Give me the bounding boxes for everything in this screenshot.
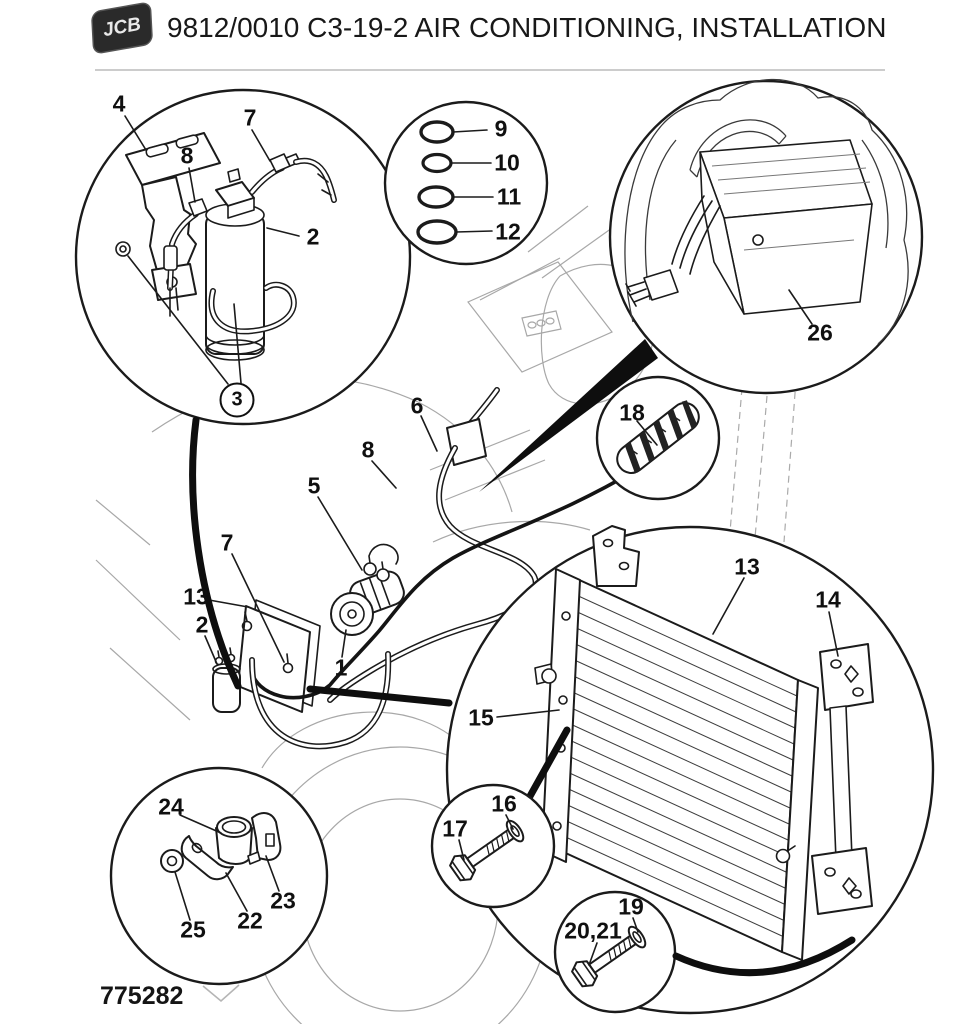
- callout-7-main: 7: [220, 529, 234, 556]
- callout-14: 14: [815, 586, 841, 613]
- main-leader-lines: [205, 416, 437, 664]
- callout-9: 9: [494, 115, 508, 142]
- callout-23: 23: [270, 887, 296, 914]
- callout-4: 4: [112, 90, 126, 117]
- chevron-mark: [203, 985, 239, 1001]
- figure-number: 775282: [100, 982, 184, 1010]
- callout-18: 18: [619, 399, 645, 426]
- callout-13-main: 13: [183, 583, 209, 610]
- grommet-25: [161, 850, 183, 872]
- callout-5: 5: [307, 472, 321, 499]
- page-title: 9812/0010 C3-19-2 AIR CONDITIONING, INSTALLATION: [167, 12, 887, 43]
- callout-2-main: 2: [195, 611, 209, 638]
- inset-cab-roof: [610, 79, 922, 393]
- callout-25: 25: [180, 916, 206, 943]
- inset-pipe-clamp: [111, 768, 327, 984]
- callout-24: 24: [158, 793, 184, 820]
- callout-26: 26: [807, 319, 833, 346]
- callout-6: 6: [410, 392, 424, 419]
- jcb-logo-text: JCB: [101, 13, 143, 42]
- callout-2-inset: 2: [306, 223, 320, 250]
- callout-20-21: 20,21: [564, 917, 622, 944]
- callout-10: 10: [494, 149, 520, 176]
- callout-19: 19: [618, 893, 644, 920]
- callout-17: 17: [442, 815, 468, 842]
- inset-orings: [385, 102, 547, 264]
- inset-hose-wrap: [597, 377, 719, 499]
- callout-16: 16: [491, 790, 517, 817]
- inset-bolt-lower: [555, 892, 675, 1012]
- compressor: [331, 544, 407, 635]
- callout-8-inset: 8: [180, 142, 194, 169]
- callout-1: 1: [334, 654, 348, 681]
- nut: [116, 242, 130, 256]
- callout-12: 12: [495, 218, 521, 245]
- callout-3-circled: 3: [220, 383, 255, 418]
- callout-8-main: 8: [361, 436, 375, 463]
- inset-receiver-drier: [76, 90, 410, 424]
- callout-11: 11: [496, 183, 522, 210]
- callout-22: 22: [237, 907, 263, 934]
- callout-7-inset: 7: [243, 104, 257, 131]
- callout-15: 15: [468, 704, 494, 731]
- callout-13-condenser: 13: [734, 553, 760, 580]
- inset-condenser: [447, 526, 933, 1013]
